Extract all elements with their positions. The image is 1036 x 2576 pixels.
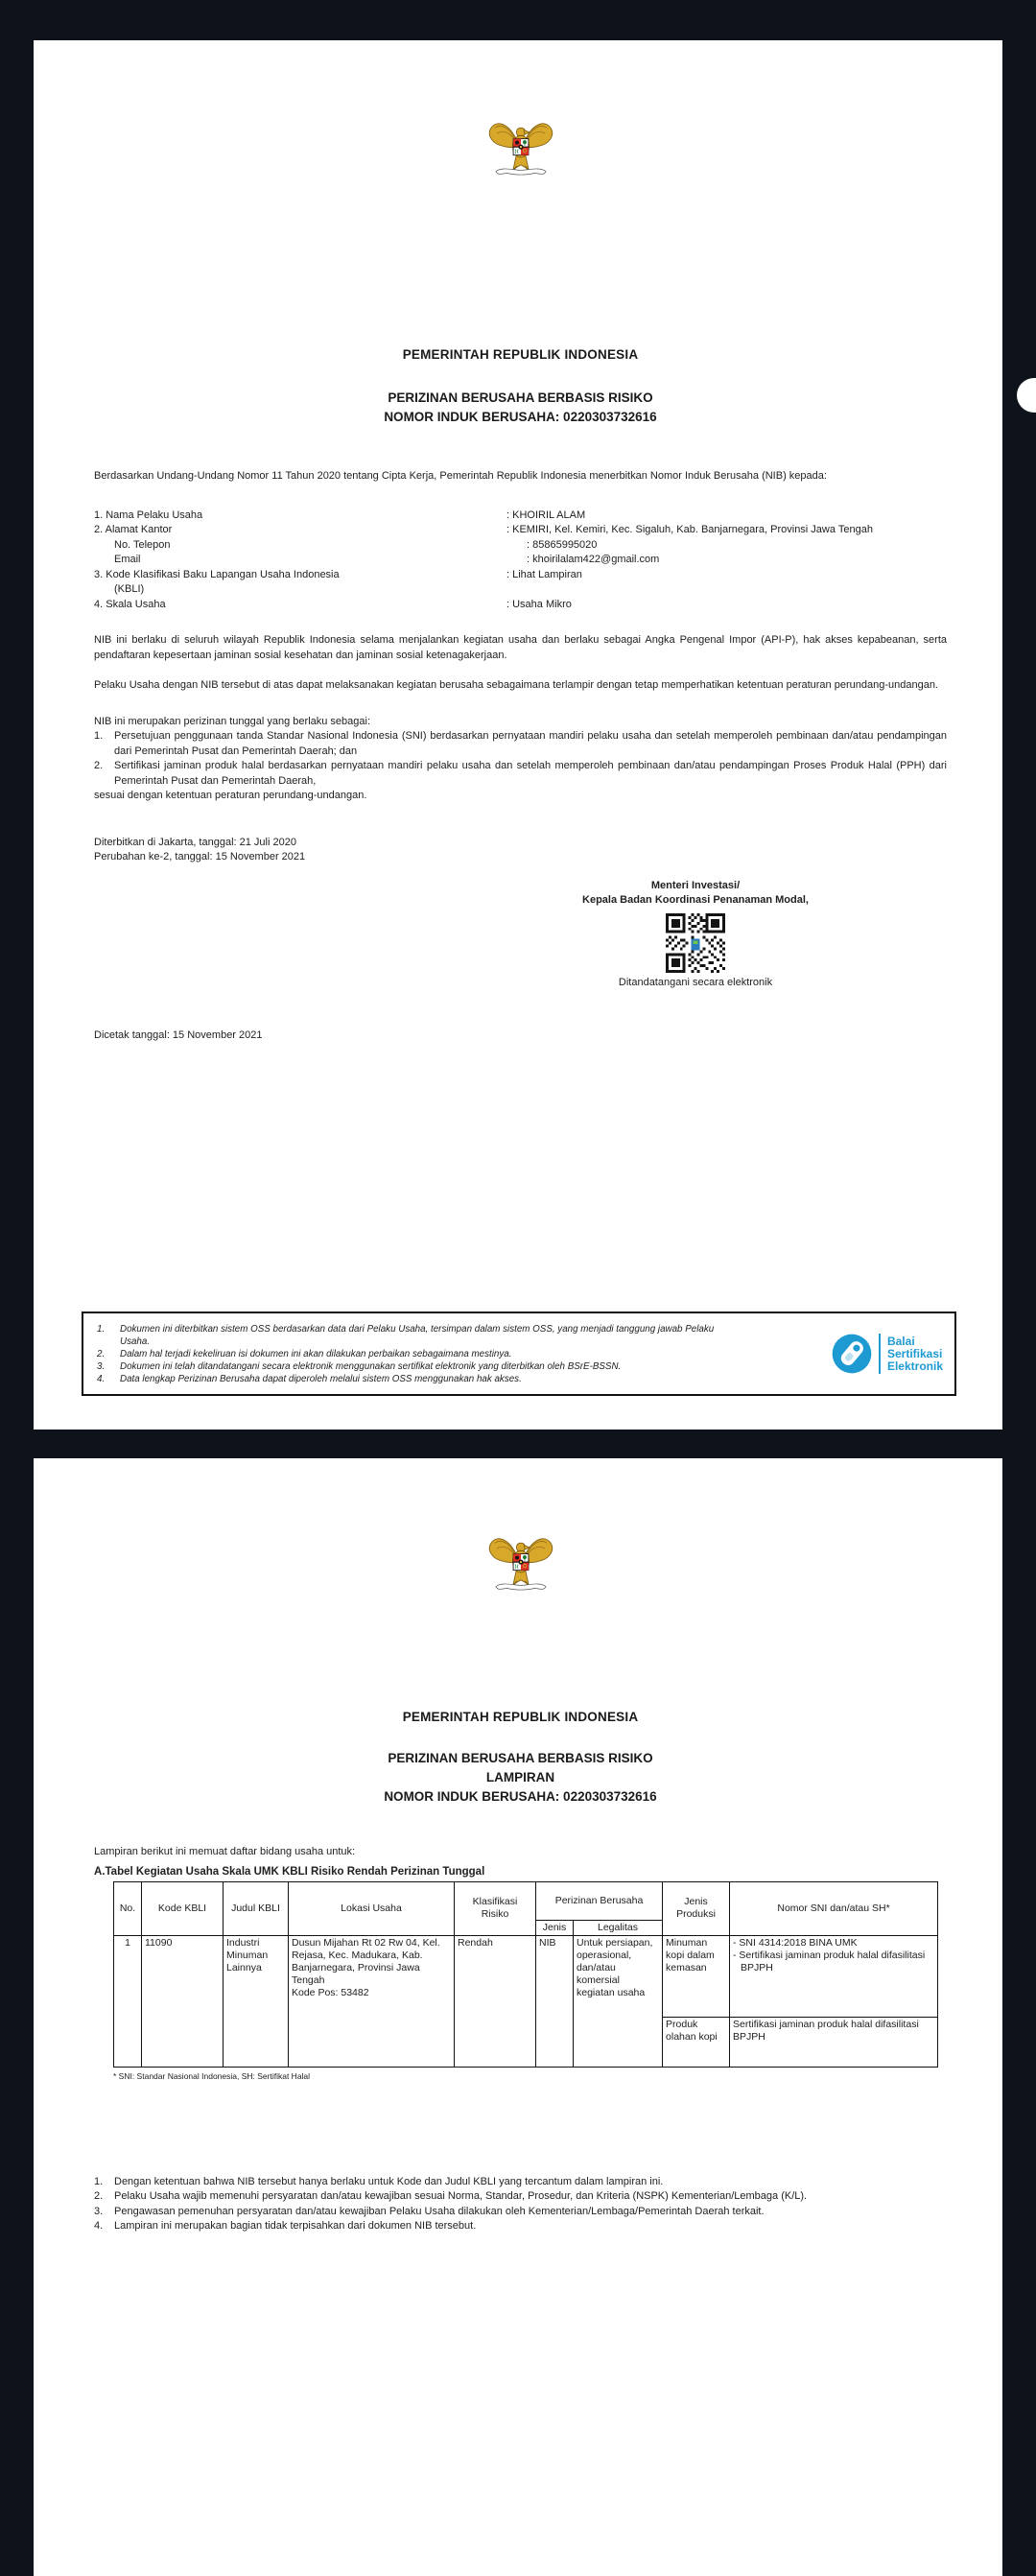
signed-electronically-note: Ditandatangani secara elektronik	[618, 976, 773, 988]
table-row	[114, 1935, 938, 2017]
page-title: PEMERINTAH REPUBLIK INDONESIA	[402, 1710, 639, 1724]
business-info-fields	[94, 508, 947, 613]
disclaimer-item: 1. Dokumen ini diterbitkan sistem OSS berdasarkan data dari Pelaku Usaha, tersimpan dalam sistem OSS, yang menjadi tanggung jawab Pelaku Usaha.	[97, 1323, 715, 1347]
cell-legalitas: Untuk persiapan, operasional, dan/atau komersial kegiatan usaha	[574, 1935, 663, 2067]
list-item: 2. Sertifikasi jaminan produk halal berdasarkan pernyataan mandiri pelaku usaha dan setelah memperoleh pembinaan dan/atau pendampingan Proses Produk Halal (PPH) dari Pemerintah Pusat dan Pemerintah Daerah,	[94, 760, 947, 787]
cell-no: 1	[114, 1935, 142, 2067]
disclaimer-box	[82, 1312, 956, 1396]
field-row	[94, 538, 947, 554]
lampiran-intro: Lampiran berikut ini memuat daftar bidang usaha untuk:	[94, 1846, 356, 1857]
single-license-lead: NIB ini merupakan perizinan tunggal yang berlaku sebagai:	[94, 715, 371, 727]
field-label: 3. Kode Klasifikasi Baku Lapangan Usaha Indonesia (KBLI)	[94, 568, 340, 595]
field-value: : KEMIRI, Kel. Kemiri, Kec. Sigaluh, Kab. Banjarnegara, Provinsi Jawa Tengah	[506, 524, 873, 535]
lampiran-notes	[94, 2175, 947, 2234]
garuda-pancasila-emblem	[488, 1528, 553, 1601]
single-license-section	[94, 715, 947, 804]
col-header-legalitas: Legalitas	[574, 1920, 663, 1935]
col-header-produksi: Jenis Produksi	[663, 1881, 730, 1935]
garuda-pancasila-emblem	[488, 113, 553, 186]
col-header-kode-kbli: Kode KBLI	[142, 1881, 224, 1935]
cell-jenis: NIB	[536, 1935, 574, 2067]
nib-validity-paragraph: NIB ini berlaku di seluruh wilayah Republik Indonesia selama menjalankan kegiatan usaha dan berlaku sebagai Angka Pengenal Impor (API-P), hak akses kepabeanan, serta pendaftaran kepesertaan jaminan sosial kesehatan dan jaminan sosial ketenagakerjaan.	[94, 634, 947, 661]
document-page-1	[34, 40, 1002, 1430]
note-item: 3. Pengawasan pemenuhan persyaratan dan/atau kewajiban Pelaku Usaha dilakukan oleh Kementerian/Lembaga/Pemerintah Daerah terkait.	[94, 2205, 765, 2217]
field-row	[94, 598, 947, 613]
badge-divider	[879, 1334, 881, 1374]
note-item: 1. Dengan ketentuan bahwa NIB tersebut hanya berlaku untuk Kode dan Judul KBLI yang tercantum dalam lampiran ini.	[94, 2175, 664, 2187]
revision-line: Perubahan ke-2, tanggal: 15 November 2021	[94, 851, 306, 863]
col-header-perizinan: Perizinan Berusaha	[536, 1881, 663, 1920]
qr-code	[666, 913, 725, 973]
issue-dates	[94, 836, 947, 865]
printed-date: Dicetak tanggal: 15 November 2021	[94, 1028, 263, 1041]
cell-judul-kbli: Industri Minuman Lainnya	[224, 1935, 289, 2067]
disclaimer-item: 4. Data lengkap Perizinan Berusaha dapat diperoleh melalui sistem OSS menggunakan hak akses.	[97, 1373, 522, 1384]
bsre-certification-badge	[831, 1333, 943, 1375]
col-header-jenis: Jenis	[536, 1920, 574, 1935]
cell-produksi-2: Produk olahan kopi	[663, 2017, 730, 2067]
field-row	[94, 553, 947, 568]
cell-produksi-1: Minuman kopi dalam kemasan	[663, 1935, 730, 2017]
side-tab[interactable]	[1017, 378, 1036, 413]
doc-title: PERIZINAN BERUSAHA BERBASIS RISIKO	[388, 390, 653, 405]
col-header-lokasi: Lokasi Usaha	[289, 1881, 455, 1935]
cell-sni-2: Sertifikasi jaminan produk halal difasilitasi BPJPH	[730, 2017, 938, 2067]
badge-label: Balai Sertifikasi Elektronik	[886, 1334, 943, 1373]
field-value: : Lihat Lampiran	[506, 568, 582, 580]
nib-number-line: NOMOR INDUK BERUSAHA: 0220303732616	[384, 1789, 657, 1804]
note-item: 4. Lampiran ini merupakan bagian tidak terpisahkan dari dokumen NIB tersebut.	[94, 2220, 477, 2232]
col-header-judul-kbli: Judul KBLI	[224, 1881, 289, 1935]
field-label: No. Telepon	[114, 538, 171, 551]
field-label: Email	[114, 554, 141, 565]
cell-lokasi: Dusun Mijahan Rt 02 Rw 04, Kel. Rejasa, Kec. Madukara, Kab. Banjarnegara, Provinsi Jawa Tengah Kode Pos: 53482	[289, 1935, 455, 2067]
field-label: 2. Alamat Kantor	[94, 524, 173, 535]
doc-title: PERIZINAN BERUSAHA BERBASIS RISIKO	[388, 1751, 653, 1765]
field-row	[94, 508, 947, 524]
cell-sni-1: - SNI 4314:2018 BINA UMK - Sertifikasi jaminan produk halal difasilitasi BPJPH	[730, 1935, 938, 2017]
col-header-no: No.	[114, 1881, 142, 1935]
field-value: : Usaha Mikro	[506, 598, 572, 610]
field-label: 4. Skala Usaha	[94, 598, 166, 610]
page-title: PEMERINTAH REPUBLIK INDONESIA	[402, 347, 639, 362]
document-page-2	[34, 1458, 1002, 2576]
cell-risiko: Rendah	[455, 1935, 536, 2067]
table-title: A.Tabel Kegiatan Usaha Skala UMK KBLI Risiko Rendah Perizinan Tunggal	[94, 1865, 485, 1878]
disclaimer-item: 2. Dalam hal terjadi kekeliruan isi dokumen ini akan dilakukan perbaikan sebagaimana mestinya.	[97, 1348, 512, 1359]
single-license-close: sesuai dengan ketentuan peraturan perundang-undangan.	[94, 790, 367, 801]
field-value: : 85865995020	[527, 538, 598, 551]
nib-usage-paragraph: Pelaku Usaha dengan NIB tersebut di atas dapat melaksanakan kegiatan berusaha sebagaimana terlampir dengan tetap memperhatikan ketentuan peraturan perundang-undangan.	[94, 679, 938, 691]
table-footnote: * SNI: Standar Nasional Indonesia, SH: Sertifikat Halal	[113, 2070, 311, 2081]
cell-kode-kbli: 11090	[142, 1935, 224, 2067]
field-label: 1. Nama Pelaku Usaha	[94, 508, 203, 521]
field-row	[94, 568, 947, 598]
signer-title-2: Kepala Badan Koordinasi Penanaman Modal,	[582, 893, 809, 906]
note-item: 2. Pelaku Usaha wajib memenuhi persyaratan dan/atau kewajiban sesuai Norma, Standar, Prosedur, dan Kriteria (NSPK) Kementerian/Lembaga (K/L).	[94, 2190, 808, 2202]
field-value: : khoirilalam422@gmail.com	[527, 554, 660, 565]
nib-number-line: NOMOR INDUK BERUSAHA: 0220303732616	[384, 410, 657, 424]
intro-paragraph: Berdasarkan Undang-Undang Nomor 11 Tahun 2020 tentang Cipta Kerja, Pemerintah Republik Indonesia menerbitkan Nomor Induk Berusaha (NIB) kepada:	[94, 470, 827, 482]
disclaimer-item: 3. Dokumen ini telah ditandatangani secara elektronik menggunakan sertifikat elektronik yang diterbitkan oleh BSrE-BSSN.	[97, 1360, 622, 1372]
bsre-logo-icon	[831, 1333, 873, 1375]
signature-block	[532, 879, 859, 990]
kbli-activity-table	[113, 1881, 938, 2068]
lampiran-label: LAMPIRAN	[485, 1770, 555, 1784]
col-header-risiko: Klasifikasi Risiko	[455, 1881, 536, 1935]
list-item: 1. Persetujuan penggunaan tanda Standar Nasional Indonesia (SNI) berdasarkan pernyataan mandiri pelaku usaha dan setelah memperoleh pembinaan dan/atau pendampingan dari Pemerintah Pusat dan Pemerintah Daerah; dan	[94, 730, 947, 757]
field-row	[94, 523, 947, 538]
signer-title-1: Menteri Investasi/	[650, 879, 741, 891]
disclaimer-notes	[97, 1323, 757, 1385]
col-header-sni: Nomor SNI dan/atau SH*	[730, 1881, 938, 1935]
field-value: : KHOIRIL ALAM	[506, 508, 586, 521]
issued-line: Diterbitkan di Jakarta, tanggal: 21 Juli 2020	[94, 836, 296, 848]
